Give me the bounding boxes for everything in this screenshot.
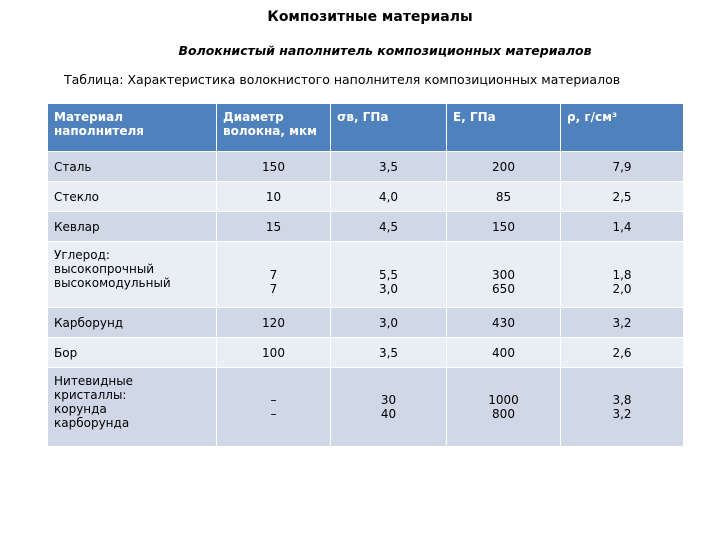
table-header-row xyxy=(48,104,684,152)
cell-material: Нитевидные кристаллы: корунда карборунда xyxy=(48,368,217,447)
cell-material: Карборунд xyxy=(48,308,217,338)
cell-material: Углерод: высокопрочный высокомодульный xyxy=(48,242,217,308)
cell-density: 3,2 xyxy=(561,308,684,338)
cell-diameter: 15 xyxy=(217,212,331,242)
cell-density: 3,8 3,2 xyxy=(561,368,684,447)
cell-density: 7,9 xyxy=(561,152,684,182)
cell-diameter: – – xyxy=(217,368,331,447)
cell-modulus: 300 650 xyxy=(447,242,561,308)
cell-material: Сталь xyxy=(48,152,217,182)
cell-density: 1,4 xyxy=(561,212,684,242)
header-strength: σв, ГПа xyxy=(331,104,447,152)
cell-modulus: 400 xyxy=(447,338,561,368)
page-subtitle: Волокнистый наполнитель композиционных материалов xyxy=(178,43,592,58)
table-caption: Таблица: Характеристика волокнистого наполнителя композиционных материалов xyxy=(64,72,621,87)
cell-strength: 3,0 xyxy=(331,308,447,338)
cell-diameter: 7 7 xyxy=(217,242,331,308)
table-row xyxy=(48,338,684,368)
cell-material: Кевлар xyxy=(48,212,217,242)
cell-modulus: 85 xyxy=(447,182,561,212)
cell-strength: 4,0 xyxy=(331,182,447,212)
table-row xyxy=(48,242,684,308)
cell-density: 2,6 xyxy=(561,338,684,368)
cell-diameter: 10 xyxy=(217,182,331,212)
cell-density: 1,8 2,0 xyxy=(561,242,684,308)
cell-strength: 4,5 xyxy=(331,212,447,242)
cell-diameter: 100 xyxy=(217,338,331,368)
cell-modulus: 150 xyxy=(447,212,561,242)
header-density: ρ, г/см³ xyxy=(561,104,684,152)
table-row xyxy=(48,368,684,447)
table-row xyxy=(48,308,684,338)
cell-modulus: 430 xyxy=(447,308,561,338)
cell-strength: 3,5 xyxy=(331,338,447,368)
cell-material: Стекло xyxy=(48,182,217,212)
cell-modulus: 200 xyxy=(447,152,561,182)
cell-modulus: 1000 800 xyxy=(447,368,561,447)
header-diameter: Диаметр волокна, мкм xyxy=(217,104,331,152)
cell-strength: 30 40 xyxy=(331,368,447,447)
header-modulus: E, ГПа xyxy=(447,104,561,152)
cell-material: Бор xyxy=(48,338,217,368)
table-row xyxy=(48,152,684,182)
fiber-properties-table xyxy=(47,103,684,447)
cell-strength: 3,5 xyxy=(331,152,447,182)
cell-strength: 5,5 3,0 xyxy=(331,242,447,308)
cell-diameter: 150 xyxy=(217,152,331,182)
table-row xyxy=(48,182,684,212)
table-row xyxy=(48,212,684,242)
cell-density: 2,5 xyxy=(561,182,684,212)
page-title: Композитные материалы xyxy=(267,9,473,25)
header-material: Материал наполнителя xyxy=(48,104,217,152)
cell-diameter: 120 xyxy=(217,308,331,338)
